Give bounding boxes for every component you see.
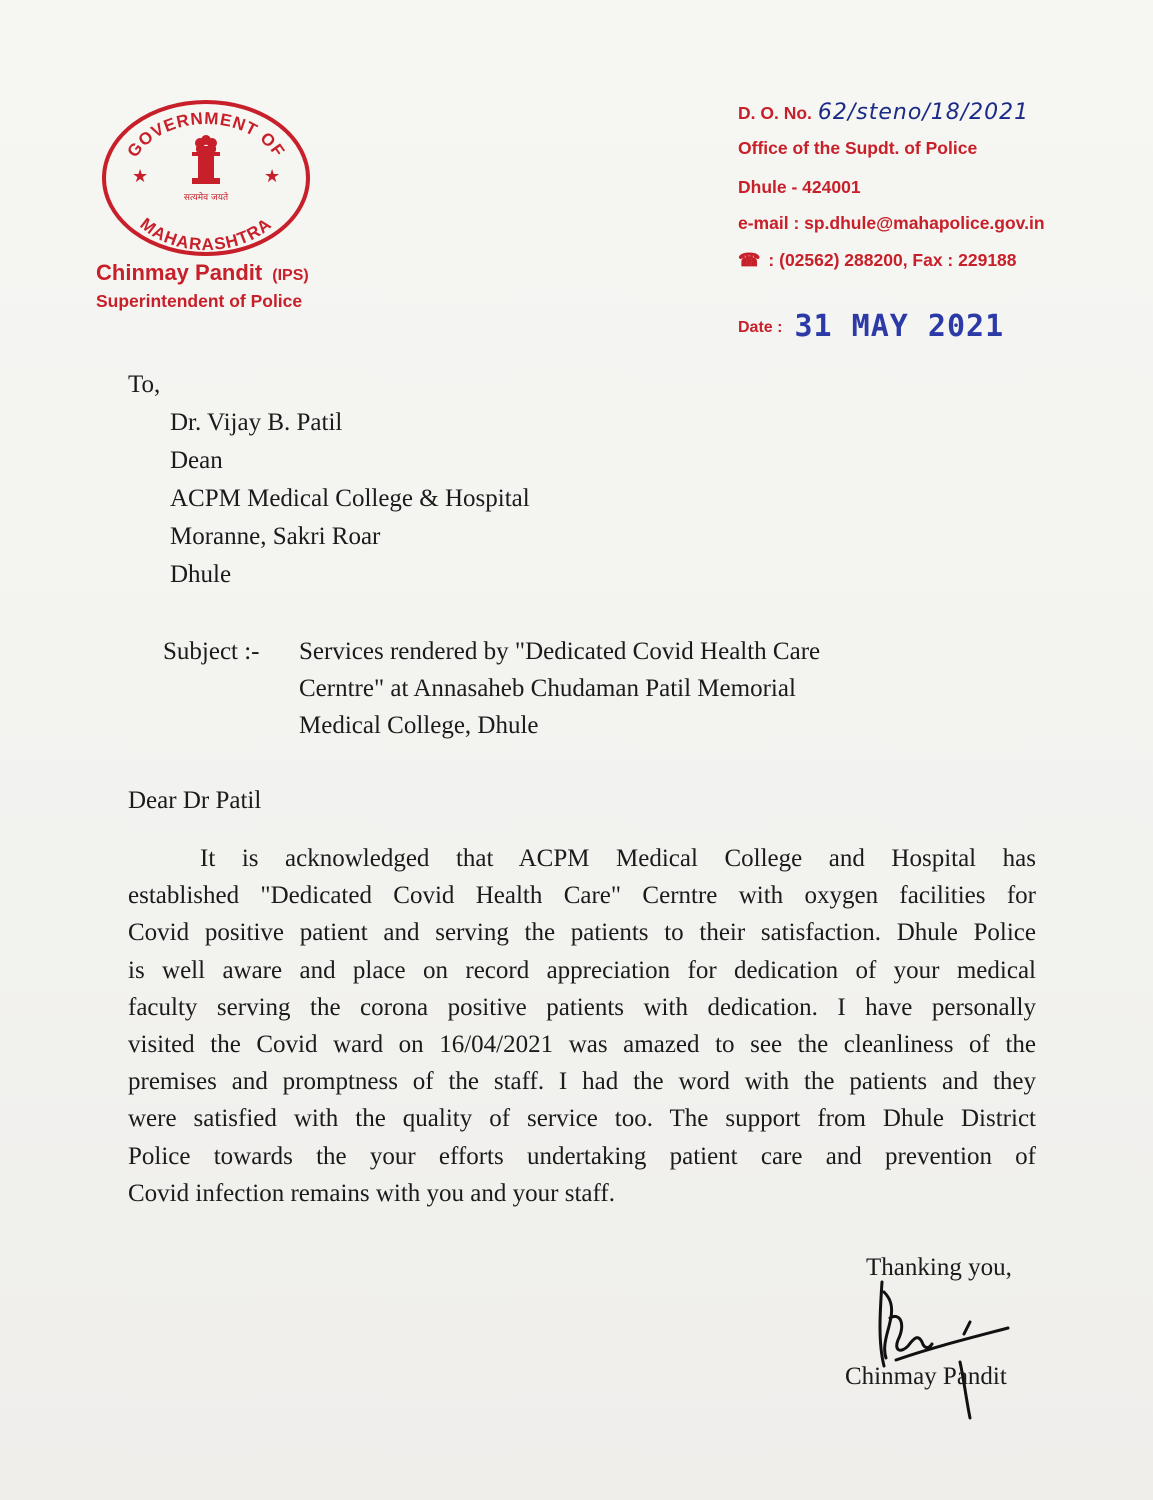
- seal-star-right-icon: ★: [264, 166, 281, 187]
- handwritten-signature-icon: [860, 1262, 1020, 1422]
- date-stamp: 31 MAY 2021: [794, 309, 1005, 344]
- officer-title: Superintendent of Police: [96, 291, 303, 311]
- do-number: 62/steno/18/2021: [817, 100, 1030, 125]
- salutation: Dear Dr Patil: [128, 787, 262, 814]
- body-line: Covid infection remains with you and your staff.: [128, 1179, 615, 1207]
- officer-name-text: Chinmay Pandit: [96, 260, 263, 285]
- seal-top-text: GOVERNMENT OF: [123, 108, 289, 161]
- national-emblem-icon: [192, 135, 220, 184]
- date-line: [738, 305, 1005, 344]
- body-paragraph: [128, 840, 1036, 1212]
- government-seal-icon: [100, 98, 312, 258]
- to-label: To,: [128, 371, 161, 398]
- recipient-institution: ACPM Medical College & Hospital: [170, 485, 530, 512]
- subject-label: Subject :-: [163, 638, 260, 665]
- subject-line: Cerntre" at Annasaheb Chudaman Patil Memorial: [299, 675, 796, 702]
- do-line: [738, 100, 1029, 125]
- seal-motto: सत्यमेव जयते: [183, 193, 229, 203]
- body-line: is well aware and place on record appreciation for dedication of your medical: [128, 956, 1036, 984]
- recipient-address: Moranne, Sakri Roar: [170, 523, 381, 550]
- office-phone: [738, 250, 1017, 271]
- body-line: Covid positive patient and serving the patients to their satisfaction. Dhule Police: [128, 919, 1036, 947]
- date-label: Date :: [738, 319, 783, 336]
- seal-star-left-icon: ★: [132, 166, 149, 187]
- recipient-name: Dr. Vijay B. Patil: [170, 409, 343, 436]
- svg-text:MAHARASHTRA: [137, 214, 276, 254]
- office-city: Dhule - 424001: [738, 177, 861, 197]
- officer-suffix: (IPS): [272, 267, 309, 284]
- telephone-icon: ☎: [738, 250, 761, 270]
- body-line: Police towards the your efforts undertaking patient care and prevention of: [128, 1142, 1036, 1170]
- body-line: were satisfied with the quality of service too. The support from Dhule District: [128, 1105, 1036, 1133]
- body-line: visited the Covid ward on 16/04/2021 was amazed to see the cleanliness of the: [128, 1031, 1036, 1059]
- recipient-designation: Dean: [170, 447, 223, 474]
- signatory-name: Chinmay Pandit: [845, 1363, 1007, 1390]
- officer-name: [96, 260, 309, 286]
- subject-line: Services rendered by "Dedicated Covid Health Care: [299, 638, 821, 665]
- office-email: e-mail : sp.dhule@mahapolice.gov.in: [738, 213, 1045, 233]
- recipient-city: Dhule: [170, 561, 232, 588]
- closing: Thanking you,: [866, 1254, 1012, 1281]
- body-line: premises and promptness of the staff. I had the word with the patients and they: [128, 1068, 1036, 1096]
- phone-text: : (02562) 288200, Fax : 229188: [768, 250, 1017, 270]
- subject-text: [299, 633, 919, 744]
- seal-bottom-text: MAHARASHTRA: [136, 214, 276, 255]
- do-label: D. O. No.: [738, 103, 812, 123]
- body-line: faculty serving the corona positive patients with dedication. I have personally: [128, 993, 1036, 1021]
- office-name: Office of the Supdt. of Police: [738, 138, 978, 158]
- body-line: It is acknowledged that ACPM Medical College and Hospital has: [200, 845, 1036, 872]
- subject-line: Medical College, Dhule: [299, 712, 539, 739]
- body-line: established "Dedicated Covid Health Care" Cerntre with oxygen facilities for: [128, 882, 1036, 910]
